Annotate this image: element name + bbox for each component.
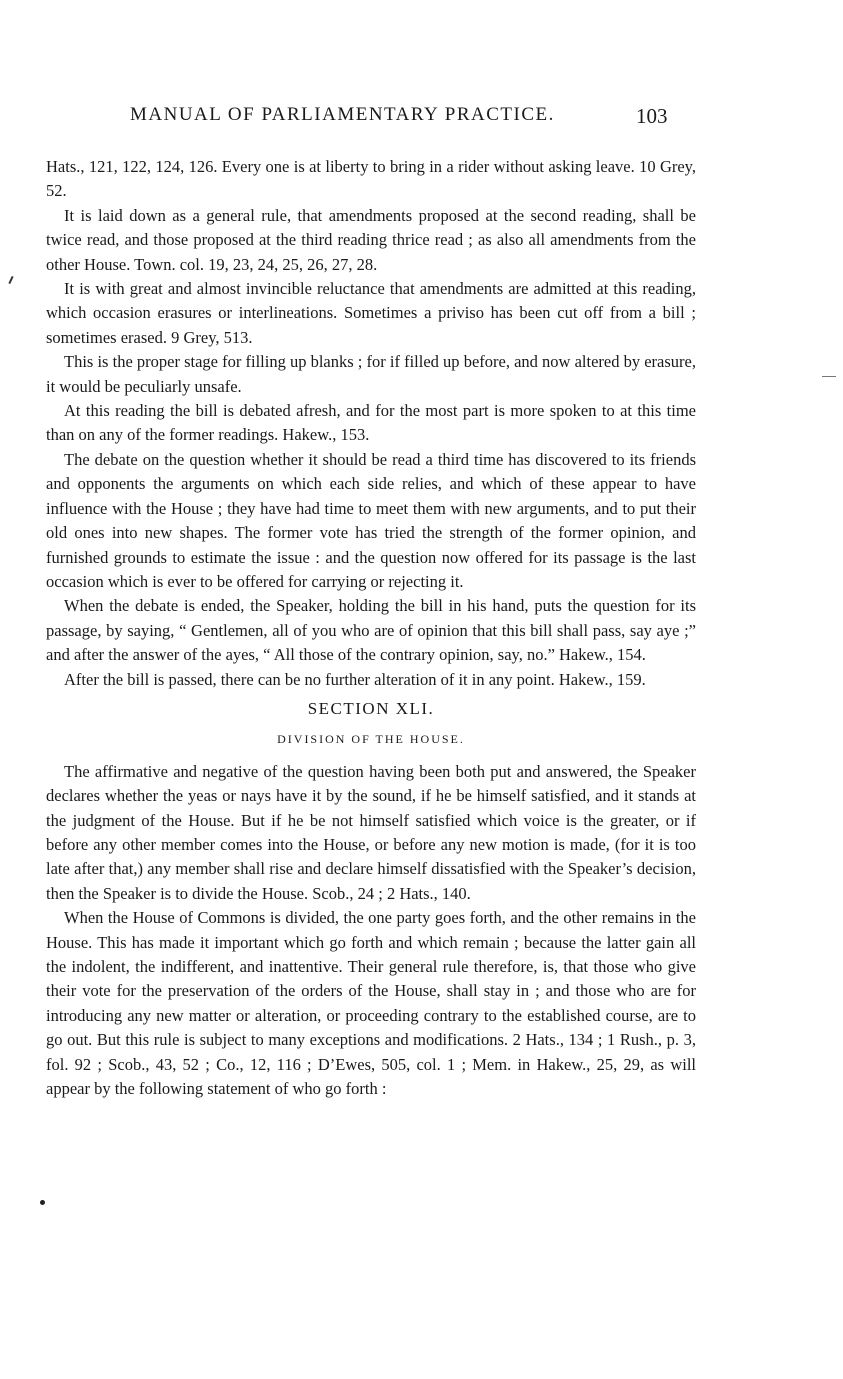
section-subtitle: DIVISION OF THE HOUSE. bbox=[277, 732, 465, 747]
section-title: SECTION XLI. bbox=[307, 698, 435, 718]
paragraph-10: When the House of Commons is divided, the one party goes forth, and the other remains in the House. This has made it important which go forth and which remain ; because the latter gain all the indolent, the indifferent, and inattentive. Their general rule therefore, is, that those who give their vote for the preservation of the orders of the House, shall stay in ; and those who are for introducing any new matter or alteration, or proceeding contrary to the established course, are to go out. But this rule is subject to many exceptions and modifications. 2 Hats., 134 ; 1 Rush., p. 3, fol. 92 ; Scob., 43, 52 ; Co., 12, 116 ; D’Ewes, 505, col. 1 ; Mem. in Hakew., 25, 29, as will appear by the following statement of who go forth : bbox=[46, 908, 696, 1099]
page-number: 103 bbox=[636, 104, 668, 128]
paragraph-6: The debate on the question whether it should be read a third time has discovered to its friends and opponents the arguments on which each side relies, and which of these appear to have influence with the House ; they have had time to meet them with new arguments, and to put their old ones into new shapes. The former vote has tried the strength of the former opinion, and furnished grounds to estimate the issue : and the question now offered for its passage is the last occasion which is ever to be offered for carrying or rejecting it. bbox=[46, 449, 696, 591]
running-header: MANUAL OF PARLIAMENTARY PRACTICE. bbox=[130, 104, 555, 125]
margin-dash bbox=[822, 376, 836, 377]
paragraph-5: At this reading the bill is debated afresh, and for the most part is more spoken to at this time than on any of the former readings. Hakew., 153. bbox=[46, 401, 696, 445]
paragraph-7: When the debate is ended, the Speaker, holding the bill in his hand, puts the question for its passage, by saying, “ Gentlemen, all of you who are of opinion that this bill shall pass, say aye ;” and after the answer of the ayes, “ All those of the contrary opinion, say, no.” Hakew., 154. bbox=[46, 596, 696, 665]
paragraph-2: It is laid down as a general rule, that amendments proposed at the second reading, shall be twice read, and those proposed at the third reading thrice read ; as also all amendments from the other House. Town. col. 19, 23, 24, 25, 26, 27, 28. bbox=[46, 205, 696, 274]
paragraph-4: This is the proper stage for filling up blanks ; for if filled up before, and now altered by erasure, it would be peculiarly unsafe. bbox=[46, 352, 696, 396]
margin-dot bbox=[40, 1200, 45, 1205]
paragraph-1: Hats., 121, 122, 124, 126. Every one is at liberty to bring in a rider without asking leave. 10 Grey, 52. bbox=[46, 157, 696, 201]
paragraph-8: After the bill is passed, there can be no further alteration of it in any point. Hakew., 159. bbox=[64, 669, 646, 689]
margin-tick-mark bbox=[8, 276, 13, 284]
paragraph-3: It is with great and almost invincible reluctance that amendments are admitted at this reading, which occasion erasures or interlineations. Sometimes a priviso has been cut off from a bill ; sometimes erased. 9 Grey, 513. bbox=[46, 279, 696, 347]
body-text bbox=[46, 155, 696, 1101]
paragraph-9: The affirmative and negative of the question having been both put and answered, the Speaker declares whether the yeas or nays have it by the sound, if he be himself satisfied, and it stands at the judgment of the House. But if he be not himself satisfied which voice is the greater, or if before any other member comes into the House, or before any new motion is made, (for it is too late after that,) any member shall rise and declare himself dissatisfied with the Speaker’s decision, then the Speaker is to divide the House. Scob., 24 ; 2 Hats., 140. bbox=[46, 761, 696, 903]
